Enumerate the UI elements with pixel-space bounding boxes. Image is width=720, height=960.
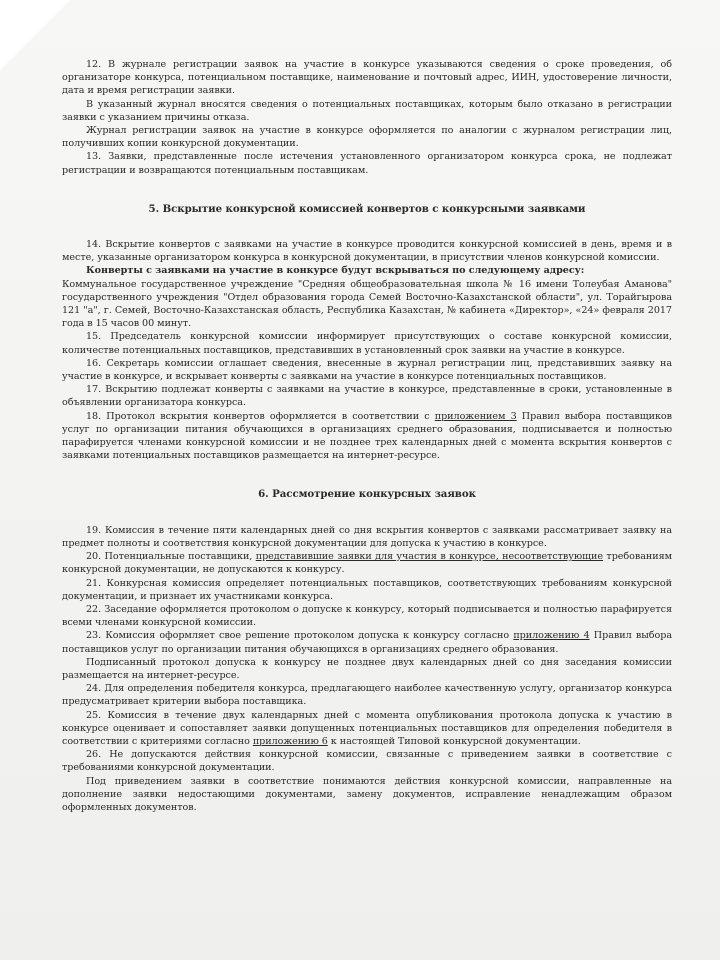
paragraph-25 [62, 709, 672, 749]
paragraph-20-text-b: требованиям конкурсной документации, не допускаются к конкурсу. [62, 551, 672, 576]
appendix-6-link[interactable]: приложению 6 [252, 735, 328, 747]
paragraph-20-text-a: 20. Потенциальные поставщики, [86, 551, 256, 563]
document-body [62, 58, 672, 814]
paragraph-20-underlined: представившие заявки для участия в конкурсе, несоответствующие [255, 551, 604, 563]
paragraph-18-text-b: Правил выбора поставщиков услуг по организации питания обучающихся в организациях среднего образования, подписывается и полностью парафируется членами конкурсной комиссии и не позднее трех календарных дней с момента вскрытия конвертов с заявками потенциальных поставщиков размещается на интернет-ресурсе. [62, 410, 672, 462]
page-corner-fold [0, 0, 70, 70]
paragraph-19: 19. Комиссия в течение пяти календарных дней со дня вскрытия конвертов с заявками рассматривает заявку на предмет полноты и соответствия конкурсной документации для допуска к участию в конкурсе. [62, 524, 672, 549]
envelopes-address-heading: Конверты с заявками на участие в конкурсе будут вскрываться по следующему адресу: [86, 265, 585, 277]
paragraph-15: 15. Председатель конкурсной комиссии информирует присутствующих о составе конкурсной комиссии, количестве потенциальных поставщиков, представивших в установленный срок заявки на участие в конкурсе. [62, 331, 672, 356]
paragraph-16: 16. Секретарь комиссии оглашает сведения, внесенные в журнал регистрации лиц, представивших заявку на участие в конкурсе, и вскрывает конверты с заявками на участие в конкурсе потенциальных поставщиков. [62, 357, 672, 383]
paragraph-17: 17. Вскрытию подлежат конверты с заявками на участие в конкурсе, представленные в сроки, установленные в объявлении организатора конкурса. [62, 384, 672, 409]
paragraph-12-registry: В указанный журнал вносятся сведения о потенциальных поставщиках, которым было отказано в регистрации заявки с указанием причины отказа. [62, 98, 672, 123]
paragraph-14: 14. Вскрытие конвертов с заявками на участие в конкурсе проводится конкурсной комиссией в день, время и в месте, указанные организатором конкурса в конкурсной документации, в присутствии членов конкурсной комиссии. [62, 239, 672, 264]
paragraph-20 [62, 550, 672, 576]
paragraph-25-text-a: 25. Комиссия в течение двух календарных дней с момента опубликования протокола допуска к участию в конкурсе оценивает и сопоставляет заявки допущенных потенциальных поставщиков для определения победителя в соответствии с критериями согласно [62, 709, 672, 747]
paragraph-13: 13. Заявки, представленные после истечения установленного организатором конкурса срока, не подлежат регистрации и возвращаются потенциальным поставщикам. [62, 151, 672, 176]
paragraph-22: 22. Заседание оформляется протоколом о допуске к конкурсу, который подписывается и полностью парафируется всеми членами конкурсной комиссии. [62, 603, 672, 629]
paragraph-23 [62, 629, 672, 655]
paragraph-24: 24. Для определения победителя конкурса, предлагающего наиболее качественную услугу, организатор конкурса предусматривает критерии выбора поставщика. [62, 683, 672, 708]
paragraph-23-text-a: 23. Комиссия оформляет свое решение протоколом допуска к конкурсу согласно [86, 630, 514, 642]
paragraph-25-text-b: к настоящей Типовой конкурсной документации. [327, 735, 581, 747]
appendix-3-link[interactable]: приложением 3 [434, 410, 517, 422]
school-address: Коммунальное государственное учреждение "Средняя общеобразовательная школа № 16 имени Толеубая Аманова" государственного учреждения "Отдел образования города Семей Восточно-Казахстанской области", ул. Торайгырова 121 "а", г. Семей, Восточно-Казахстанская область, Республика Казахстан, № кабинета «Директор», «24» февраля 2017 года в 15 часов 00 минут. [62, 278, 672, 330]
paragraph-23-publication: Подписанный протокол допуска к конкурсу не позднее двух календарных дней со дня заседания комиссии размещается на интернет-ресурсе. [62, 656, 672, 681]
paragraph-21: 21. Конкурсная комиссия определяет потенциальных поставщиков, соответствующих требованиям конкурсной документации, и признает их участниками конкурса. [62, 577, 672, 602]
paragraph-23-text-b: Правил выбора поставщиков услуг по организации питания обучающихся в организациях среднего образования. [62, 630, 673, 655]
section-5-heading: 5. Вскрытие конкурсной комиссией конвертов с конкурсными заявками [148, 202, 586, 215]
paragraph-12: 12. В журнале регистрации заявок на участие в конкурсе указываются сведения о сроке проведения, об организаторе конкурса, потенциальном поставщике, наименование и почтовый адрес, ИИН, удостоверение личности, дата и время регистрации заявки. [62, 59, 672, 97]
paragraph-26: 26. Не допускаются действия конкурсной комиссии, связанные с приведением заявки в соответствие с требованиями конкурсной документации. [62, 749, 672, 774]
paragraph-18-text-a: 18. Протокол вскрытия конвертов оформляется в соответствии с [86, 410, 435, 422]
paragraph-12-journal: Журнал регистрации заявок на участие в конкурсе оформляется по аналогии с журналом регистрации лиц, получивших копии конкурсной документации. [62, 125, 672, 150]
appendix-4-link[interactable]: приложению 4 [513, 630, 590, 642]
section-6-heading: 6. Рассмотрение конкурсных заявок [258, 488, 476, 501]
paragraph-26-definition: Под приведением заявки в соответствие понимаются действия конкурсной комиссии, направленные на дополнение заявки недостающими документами, замену документов, исправление ненадлежащим образом оформленных документов. [62, 775, 672, 813]
paragraph-18 [62, 410, 672, 463]
